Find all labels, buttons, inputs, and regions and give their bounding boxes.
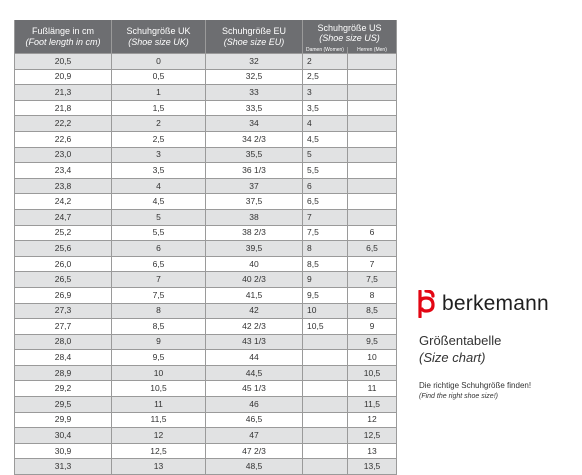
cell-foot-length: 27,3 [15,303,112,319]
cell-us-men: 13,5 [348,459,397,475]
cell-foot-length: 25,2 [15,225,112,241]
cell-uk-size: 2,5 [112,131,206,147]
cell-us-men: 12 [348,412,397,428]
cell-uk-size: 11 [112,397,206,413]
cell-eu-size: 42 [206,303,303,319]
cell-uk-size: 13 [112,459,206,475]
cell-uk-size: 8 [112,303,206,319]
cell-eu-size: 48,5 [206,459,303,475]
cell-uk-size: 10 [112,365,206,381]
header-us-men: Herren (Men) [348,47,397,54]
table-row [15,54,397,70]
cell-eu-size: 44,5 [206,365,303,381]
cell-uk-size: 7,5 [112,287,206,303]
cell-eu-size: 41,5 [206,287,303,303]
cell-us-men: 12,5 [348,428,397,444]
cell-us-women: 6,5 [303,194,348,210]
size-chart-table [14,20,397,475]
cell-foot-length: 25,6 [15,241,112,257]
cell-us-men [348,178,397,194]
cell-foot-length: 28,9 [15,365,112,381]
cell-us-women [303,334,348,350]
table-row [15,241,397,257]
cell-foot-length: 29,9 [15,412,112,428]
cell-us-men [348,69,397,85]
header-uk-size-sub: (Shoe size UK) [128,36,189,47]
cell-us-men [348,54,397,70]
cell-uk-size: 5,5 [112,225,206,241]
cell-us-men [348,100,397,116]
cell-eu-size: 46 [206,397,303,413]
cell-us-women [303,412,348,428]
cell-foot-length: 28,4 [15,350,112,366]
cell-us-men: 13 [348,443,397,459]
cell-us-men [348,209,397,225]
cell-us-women: 3,5 [303,100,348,116]
table-row [15,69,397,85]
cell-eu-size: 38 [206,209,303,225]
berkemann-logo-icon [416,290,438,318]
cell-eu-size: 34 [206,116,303,132]
berkemann-logo [416,290,549,318]
cell-uk-size: 1,5 [112,100,206,116]
header-eu-size [206,20,303,54]
cell-uk-size: 4 [112,178,206,194]
cell-us-women [303,459,348,475]
cell-foot-length: 26,5 [15,272,112,288]
cell-us-men [348,147,397,163]
cell-us-men: 6,5 [348,241,397,257]
cell-eu-size: 35,5 [206,147,303,163]
cell-eu-size: 33 [206,85,303,101]
cell-uk-size: 3 [112,147,206,163]
table-row [15,412,397,428]
cell-eu-size: 32 [206,54,303,70]
table-row [15,85,397,101]
cell-foot-length: 29,2 [15,381,112,397]
cell-us-women: 5,5 [303,163,348,179]
header-foot-length [15,20,112,54]
cell-us-women: 2 [303,54,348,70]
table-row [15,147,397,163]
cell-us-men [348,163,397,179]
cell-us-women: 8,5 [303,256,348,272]
cell-us-women [303,428,348,444]
cell-eu-size: 34 2/3 [206,131,303,147]
cell-uk-size: 6 [112,241,206,257]
cell-us-men: 7,5 [348,272,397,288]
cell-eu-size: 47 2/3 [206,443,303,459]
table-row [15,116,397,132]
cell-us-women: 5 [303,147,348,163]
cell-uk-size: 2 [112,116,206,132]
tagline-german: Die richtige Schuhgröße finden! [419,381,532,390]
cell-uk-size: 10,5 [112,381,206,397]
cell-foot-length: 31,3 [15,459,112,475]
table-row [15,334,397,350]
cell-foot-length: 22,2 [15,116,112,132]
header-us-women: Damen (Women) [303,47,348,54]
cell-uk-size: 6,5 [112,256,206,272]
table-row [15,381,397,397]
table-row [15,256,397,272]
cell-foot-length: 21,3 [15,85,112,101]
cell-us-women: 7,5 [303,225,348,241]
cell-us-men: 6 [348,225,397,241]
cell-us-women: 6 [303,178,348,194]
cell-foot-length: 30,4 [15,428,112,444]
cell-us-men: 8 [348,287,397,303]
header-foot-length-sub: (Foot length in cm) [25,36,101,47]
cell-uk-size: 3,5 [112,163,206,179]
tagline-english: (Find the right shoe size!) [419,393,498,400]
cell-uk-size: 12,5 [112,443,206,459]
cell-eu-size: 42 2/3 [206,319,303,335]
cell-eu-size: 44 [206,350,303,366]
cell-us-women: 3 [303,85,348,101]
cell-us-women: 10 [303,303,348,319]
cell-uk-size: 0,5 [112,69,206,85]
cell-uk-size: 1 [112,85,206,101]
cell-uk-size: 8,5 [112,319,206,335]
header-eu-size-title: Schuhgröße EU [221,26,287,37]
cell-eu-size: 37,5 [206,194,303,210]
size-chart-subtitle: (Size chart) [419,350,486,365]
cell-us-men: 8,5 [348,303,397,319]
header-foot-length-title: Fußlänge in cm [31,26,95,37]
size-chart-body [15,54,397,475]
cell-us-women: 4,5 [303,131,348,147]
cell-foot-length: 21,8 [15,100,112,116]
header-eu-size-sub: (Shoe size EU) [223,36,285,47]
cell-us-women: 4 [303,116,348,132]
table-row [15,397,397,413]
cell-us-men: 11 [348,381,397,397]
cell-eu-size: 40 [206,256,303,272]
header-us-size [303,20,397,47]
header-uk-size [112,20,206,54]
cell-us-women [303,397,348,413]
cell-us-men [348,131,397,147]
cell-us-men [348,194,397,210]
cell-foot-length: 20,5 [15,54,112,70]
table-row [15,287,397,303]
cell-foot-length: 20,9 [15,69,112,85]
cell-us-women: 2,5 [303,69,348,85]
cell-foot-length: 30,9 [15,443,112,459]
cell-eu-size: 33,5 [206,100,303,116]
cell-us-women: 10,5 [303,319,348,335]
table-row [15,319,397,335]
cell-eu-size: 43 1/3 [206,334,303,350]
table-row [15,225,397,241]
header-us-size-sub: (Shoe size US) [319,33,380,44]
cell-foot-length: 28,0 [15,334,112,350]
cell-foot-length: 26,0 [15,256,112,272]
cell-foot-length: 24,2 [15,194,112,210]
cell-us-men: 9,5 [348,334,397,350]
cell-eu-size: 46,5 [206,412,303,428]
cell-us-men: 11,5 [348,397,397,413]
table-row [15,428,397,444]
cell-foot-length: 23,0 [15,147,112,163]
table-row [15,272,397,288]
table-row [15,365,397,381]
table-row [15,100,397,116]
cell-uk-size: 4,5 [112,194,206,210]
cell-uk-size: 9 [112,334,206,350]
cell-us-women [303,365,348,381]
cell-eu-size: 39,5 [206,241,303,257]
table-row [15,303,397,319]
cell-uk-size: 0 [112,54,206,70]
cell-eu-size: 47 [206,428,303,444]
table-row [15,178,397,194]
cell-eu-size: 37 [206,178,303,194]
cell-us-women: 7 [303,209,348,225]
size-chart-title: Größentabelle [419,333,502,348]
cell-us-women: 9,5 [303,287,348,303]
table-row [15,350,397,366]
table-row [15,459,397,475]
cell-foot-length: 24,7 [15,209,112,225]
cell-foot-length: 22,6 [15,131,112,147]
cell-eu-size: 45 1/3 [206,381,303,397]
cell-us-women [303,381,348,397]
brand-name: berkemann [442,292,549,315]
table-row [15,194,397,210]
cell-us-men [348,116,397,132]
cell-us-men: 10,5 [348,365,397,381]
cell-uk-size: 11,5 [112,412,206,428]
table-row [15,131,397,147]
cell-uk-size: 12 [112,428,206,444]
cell-us-men: 7 [348,256,397,272]
cell-foot-length: 29,5 [15,397,112,413]
cell-foot-length: 23,8 [15,178,112,194]
cell-us-men: 10 [348,350,397,366]
header-uk-size-title: Schuhgröße UK [126,26,191,37]
cell-us-men: 9 [348,319,397,335]
cell-eu-size: 40 2/3 [206,272,303,288]
cell-us-men [348,85,397,101]
cell-uk-size: 5 [112,209,206,225]
cell-foot-length: 27,7 [15,319,112,335]
table-row [15,209,397,225]
cell-foot-length: 23,4 [15,163,112,179]
cell-eu-size: 36 1/3 [206,163,303,179]
cell-foot-length: 26,9 [15,287,112,303]
cell-eu-size: 32,5 [206,69,303,85]
header-us-size-title: Schuhgröße US [317,23,382,33]
cell-us-women: 8 [303,241,348,257]
cell-us-women: 9 [303,272,348,288]
cell-uk-size: 9,5 [112,350,206,366]
cell-us-women [303,350,348,366]
table-row [15,163,397,179]
cell-eu-size: 38 2/3 [206,225,303,241]
cell-us-women [303,443,348,459]
cell-uk-size: 7 [112,272,206,288]
table-row [15,443,397,459]
